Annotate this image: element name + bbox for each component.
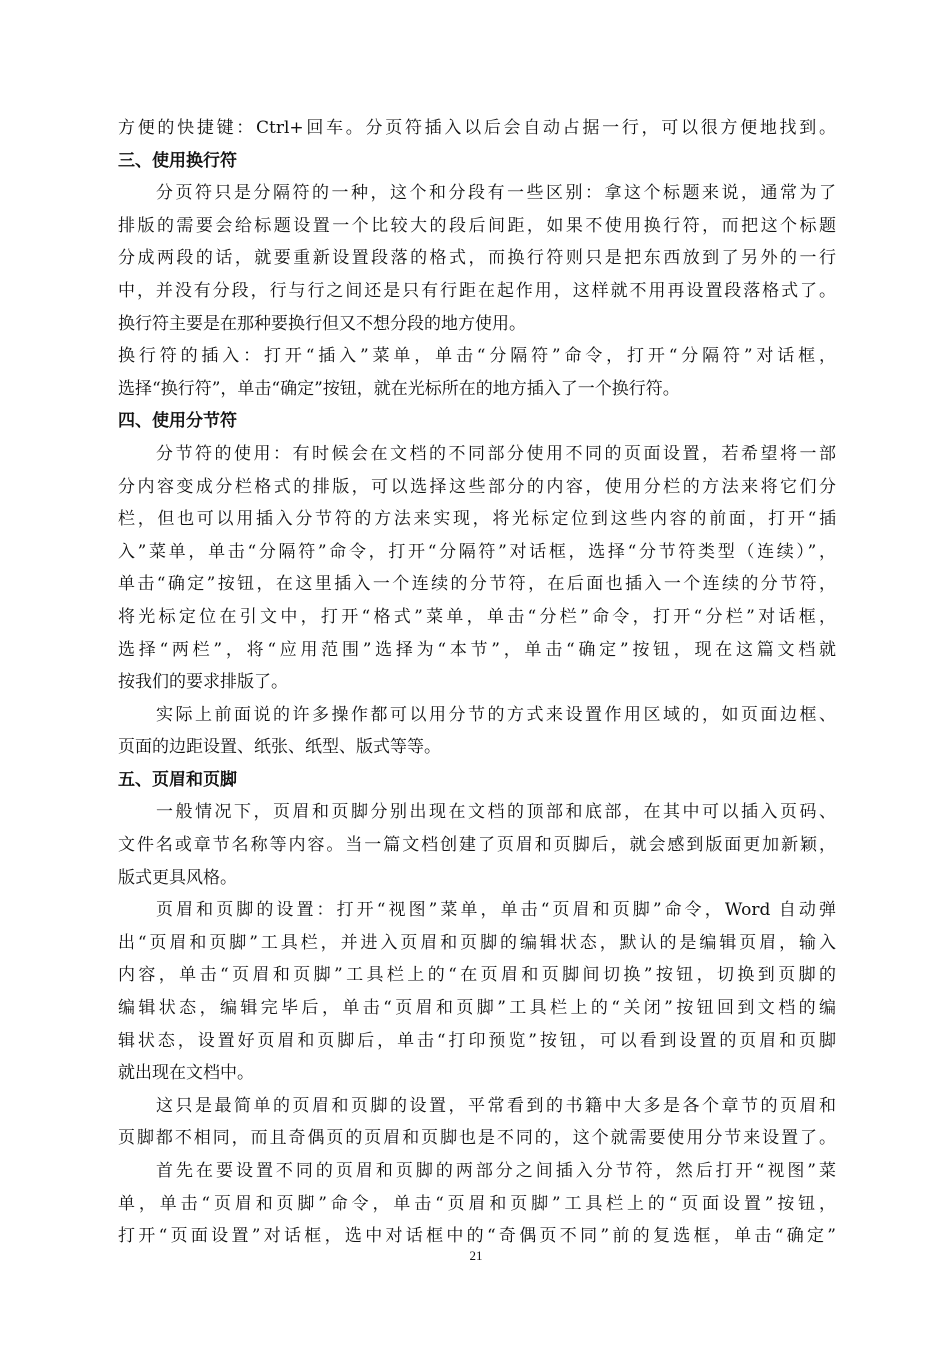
document-page — [118, 112, 836, 1253]
text-line: 换行符主要是在那种要换行但又不想分段的地方使用。 — [118, 313, 526, 334]
paragraph-header-footer-setup — [118, 894, 836, 1090]
text-line: 首先在要设置不同的页眉和页脚的两部分之间插入分节符，然后打开“视图”菜 — [156, 1161, 836, 1181]
text-line: 实际上前面说的许多操作都可以用分节的方式来设置作用区域的，如页面边框、 — [156, 704, 836, 725]
text-line: 选择“两栏”，将“应用范围”选择为“本节”，单击“确定”按钮，现在这篇文档就 — [118, 639, 836, 660]
text-line: 一般情况下，页眉和页脚分别出现在文档的顶部和底部，在其中可以插入页码、 — [156, 802, 836, 823]
text-line: 出“页眉和页脚”工具栏，并进入页眉和页脚的编辑状态，默认的是编辑页眉，输入 — [118, 932, 836, 953]
paragraph-shortcut-tail — [118, 112, 836, 145]
text-line: 中，并没有分段，行与行之间还是只有行距在起作用，这样就不用再设置段落格式了。 — [118, 280, 836, 301]
paragraph-line-break-intro — [118, 177, 836, 340]
text-line: 入”菜单，单击“分隔符”命令，打开“分隔符”对话框，选择“分节符类型（连续）”， — [118, 541, 836, 562]
text-line: 文件名或章节名称等内容。当一篇文档创建了页眉和页脚后，就会感到版面更加新颖， — [118, 835, 836, 856]
text-line: 辑状态，设置好页眉和页脚后，单击“打印预览”按钮，可以看到设置的页眉和页脚 — [118, 1030, 836, 1051]
section-heading-header-footer: 五、页眉和页脚 — [118, 769, 237, 790]
text-line: 按我们的要求排版了。 — [118, 672, 288, 693]
text-line: 将光标定位在引文中，打开“格式”菜单，单击“分栏”命令，打开“分栏”对话框， — [118, 606, 836, 627]
text-line: 分节符的使用：有时候会在文档的不同部分使用不同的页面设置，若希望将一部 — [156, 443, 836, 464]
text-line: 页脚都不相同，而且奇偶页的页眉和页脚也是不同的，这个就需要使用分节来设置了。 — [118, 1128, 836, 1149]
text-line: 编辑状态，编辑完毕后，单击“页眉和页脚”工具栏上的“关闭”按钮回到文档的编 — [118, 998, 836, 1019]
text-line: 内容，单击“页眉和页脚”工具栏上的“在页眉和页脚间切换”按钮，切换到页脚的 — [118, 965, 836, 986]
text-line: 页面的边距设置、纸张、纸型、版式等等。 — [118, 737, 441, 758]
text-line: 单击“确定”按钮，在这里插入一个连续的分节符，在后面也插入一个连续的分节符， — [118, 574, 836, 595]
section-heading-line-break: 三、使用换行符 — [118, 150, 237, 171]
paragraph-section-break-usage — [118, 438, 836, 699]
text-line: 排版的需要会给标题设置一个比较大的段后间距，如果不使用换行符，而把这个标题 — [118, 215, 836, 236]
text-line: 方便的快捷键：Ctrl+回车。分页符插入以后会自动占据一行，可以很方便地找到。 — [118, 118, 836, 138]
paragraph-line-break-insert — [118, 340, 836, 405]
text-line: 单，单击“页眉和页脚”命令，单击“页眉和页脚”工具栏上的“页面设置”按钮， — [118, 1193, 836, 1214]
section-heading-section-break: 四、使用分节符 — [118, 411, 237, 432]
text-line: 换行符的插入：打开“插入”菜单，单击“分隔符”命令，打开“分隔符”对话框， — [118, 346, 836, 367]
text-line: 就出现在文档中。 — [118, 1063, 254, 1084]
text-line: 选择“换行符”，单击“确定”按钮，就在光标所在的地方插入了一个换行符。 — [118, 378, 680, 399]
text-line: 栏，但也可以用插入分节符的方法来实现，将光标定位到这些内容的前面，打开“插 — [118, 509, 836, 530]
paragraph-section-scope — [118, 699, 836, 764]
text-line: 打开“页面设置”对话框，选中对话框中的“奇偶页不同”前的复选框，单击“确定” — [118, 1226, 836, 1247]
text-line: 分成两段的话，就要重新设置段落的格式，而换行符则只是把东西放到了另外的一行 — [118, 248, 836, 269]
text-line: 页眉和页脚的设置：打开“视图”菜单，单击“页眉和页脚”命令，Word 自动弹 — [156, 900, 836, 921]
paragraph-simple-setup — [118, 1090, 836, 1155]
text-line: 分页符只是分隔符的一种，这个和分段有一些区别：拿这个标题来说，通常为了 — [156, 183, 836, 204]
paragraph-odd-even — [118, 1155, 836, 1253]
paragraph-header-footer-intro — [118, 796, 836, 894]
text-line: 这只是最简单的页眉和页脚的设置，平常看到的书籍中大多是各个章节的页眉和 — [156, 1095, 836, 1116]
text-line: 版式更具风格。 — [118, 867, 237, 888]
text-line: 分内容变成分栏格式的排版，可以选择这些部分的内容，使用分栏的方法来将它们分 — [118, 476, 836, 497]
page-number: 21 — [469, 1248, 483, 1263]
